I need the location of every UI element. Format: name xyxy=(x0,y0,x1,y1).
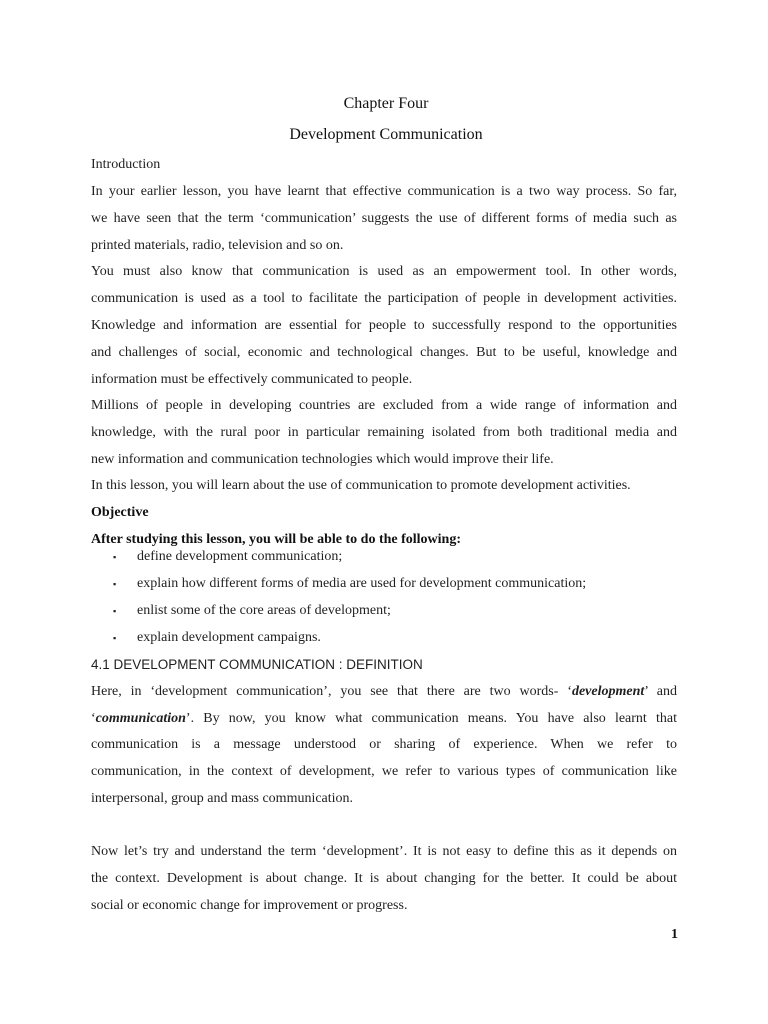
bullet-marker: ▪ xyxy=(113,633,117,643)
term-development: development xyxy=(571,684,645,699)
definition-line-4: communication, in the context of development, we refer to various types of communication like xyxy=(91,764,677,779)
intro-line-7: and challenges of social, economic and technological changes. But to be useful, knowledge and xyxy=(91,345,677,360)
page-number: 1 xyxy=(671,927,678,942)
intro-line-1: In your earlier lesson, you have learnt that effective communication is a two way process. So far, xyxy=(91,184,677,199)
definition-line-3: communication is a message understood or sharing of experience. When we refer to xyxy=(91,737,677,752)
intro-line-10: knowledge, with the rural poor in particular remaining isolated from both traditional media and xyxy=(91,425,677,440)
intro-line-12: In this lesson, you will learn about the use of communication to promote development activities. xyxy=(91,478,631,493)
bullet-marker: ▪ xyxy=(113,552,117,562)
bullet-marker: ▪ xyxy=(113,606,117,616)
intro-line-4: You must also know that communication is used as an empowerment tool. In other words, xyxy=(91,264,677,279)
intro-line-9: Millions of people in developing countries are excluded from a wide range of information and xyxy=(91,398,677,413)
objective-heading: Objective xyxy=(91,505,149,520)
intro-line-11: new information and communication technologies which would improve their life. xyxy=(91,452,554,467)
development-line-3: social or economic change for improvement or progress. xyxy=(91,898,408,913)
objective-bullet-2: explain how different forms of media are used for development communication; xyxy=(137,576,587,591)
intro-line-6: Knowledge and information are essential for people to successfully respond to the opportunities xyxy=(91,318,677,333)
term-communication: communication xyxy=(95,711,186,726)
intro-line-5: communication is used as a tool to facilitate the participation of people in development activities. xyxy=(91,291,677,306)
introduction-heading: Introduction xyxy=(91,157,161,172)
section-4-1-heading: 4.1 DEVELOPMENT COMMUNICATION : DEFINITION xyxy=(91,657,423,672)
intro-line-3: printed materials, radio, television and so on. xyxy=(91,238,344,253)
definition-line-2-open: ‘ xyxy=(91,711,96,726)
objective-bullet-1: define development communication; xyxy=(137,549,343,564)
bullet-marker: ▪ xyxy=(113,579,117,589)
development-line-2: the context. Development is about change. It is about changing for the better. It could be about xyxy=(91,871,677,886)
definition-line-5: interpersonal, group and mass communication. xyxy=(91,791,354,806)
document-title: Development Communication xyxy=(289,126,483,143)
objective-lead: After studying this lesson, you will be able to do the following: xyxy=(91,532,461,547)
chapter-heading: Chapter Four xyxy=(343,95,429,112)
intro-line-2: we have seen that the term ‘communication’ suggests the use of different forms of media such as xyxy=(91,211,677,226)
intro-line-8: information must be effectively communicated to people. xyxy=(91,372,413,387)
definition-line-2 xyxy=(91,710,677,728)
definition-line-1 xyxy=(91,683,677,701)
definition-line-1-text: Here, in ‘development communication’, you see that there are two words- ‘ xyxy=(91,684,572,699)
objective-bullet-3: enlist some of the core areas of development; xyxy=(137,603,391,618)
objective-bullet-4: explain development campaigns. xyxy=(137,630,321,645)
definition-line-1-end: ’ and xyxy=(644,684,677,699)
development-line-1: Now let’s try and understand the term ‘development’. It is not easy to define this as it depends on xyxy=(91,844,677,859)
definition-line-2-text: ’. By now, you know what communication means. You have also learnt that xyxy=(185,711,677,726)
